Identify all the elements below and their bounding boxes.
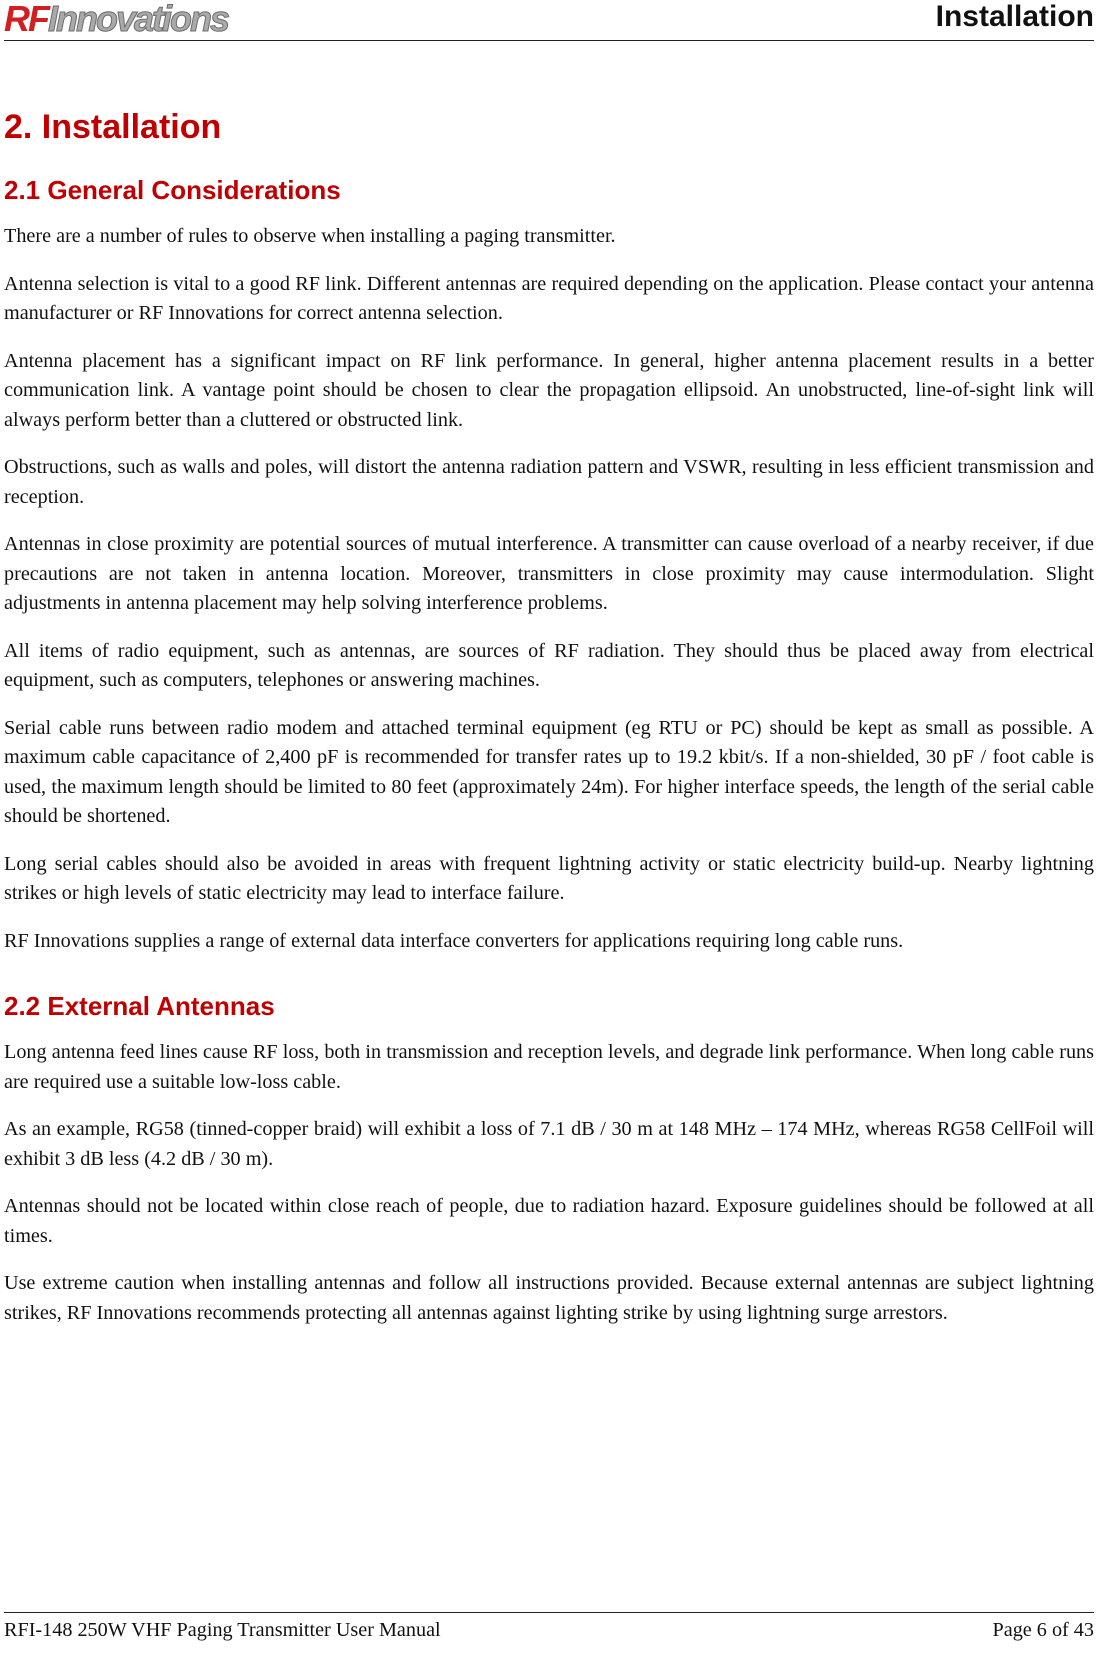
chapter-title: 2. Installation — [4, 108, 222, 146]
rf-innovations-logo — [4, 0, 228, 38]
footer-manual-title: RFI-148 250W VHF Paging Transmitter User Manual — [4, 1619, 441, 1641]
page-header — [4, 0, 1094, 41]
page-content — [4, 96, 1094, 1346]
paragraph: Serial cable runs between radio modem and attached terminal equipment (eg RTU or PC) should be kept as small as possible. A maximum cable capacitance of 2,400 pF is recommended for transfer rates up to 19.2 kbit/s. If a non-shielded, 30 pF / foot cable is used, the maximum length should be limited to 80 feet (approximately 24m). For higher interface speeds, the length of the serial cable should be shortened. — [4, 716, 1094, 827]
paragraph: Antenna placement has a significant impact on RF link performance. In general, higher antenna placement results in a better communication link. A vantage point should be chosen to clear the propagation ellipsoid. An unobstructed, line-of-sight link will always perform better than a cluttered or obstructed link. — [4, 349, 1094, 431]
logo-rf-text: RF — [4, 0, 48, 39]
paragraph: As an example, RG58 (tinned-copper braid) will exhibit a loss of 7.1 dB / 30 m at 148 MHz – 174 MHz, whereas RG58 CellFoil will exhibit 3 dB less (4.2 dB / 30 m). — [4, 1118, 1094, 1170]
paragraph: Antennas should not be located within close reach of people, due to radiation hazard. Exposure guidelines should be followed at all times. — [4, 1195, 1094, 1247]
paragraph: Long antenna feed lines cause RF loss, both in transmission and reception levels, and degrade link performance. When long cable runs are required use a suitable low-loss cable. — [4, 1041, 1094, 1093]
header-section-title: Installation — [935, 0, 1094, 33]
logo-innovations-text: Innovations — [48, 0, 229, 39]
paragraph: RF Innovations supplies a range of external data interface converters for applications requiring long cable runs. — [4, 929, 904, 952]
section-title: 2.2 External Antennas — [4, 991, 275, 1021]
section-title: 2.1 General Considerations — [4, 175, 341, 205]
paragraph: There are a number of rules to observe when installing a paging transmitter. — [4, 225, 616, 247]
footer-page-number: Page 6 of 43 — [992, 1619, 1094, 1641]
paragraph: Use extreme caution when installing antennas and follow all instructions provided. Because external antennas are subject lightning strikes, RF Innovations recommends protecting all antennas against lighting strike by using lightning surge arrestors. — [4, 1272, 1094, 1324]
paragraph: Antenna selection is vital to a good RF link. Different antennas are required depending on the application. Please contact your antenna manufacturer or RF Innovations for correct antenna selection. — [4, 272, 1094, 324]
paragraph: Obstructions, such as walls and poles, will distort the antenna radiation pattern and VSWR, resulting in less efficient transmission and reception. — [4, 456, 1094, 508]
paragraph: Long serial cables should also be avoided in areas with frequent lightning activity or static electricity build-up. Nearby lightning strikes or high levels of static electricity may lead to interface failure. — [4, 852, 1094, 904]
paragraph: All items of radio equipment, such as antennas, are sources of RF radiation. They should thus be placed away from electrical equipment, such as computers, telephones or answering machines. — [4, 639, 1094, 691]
page-footer — [4, 1612, 1094, 1641]
paragraph: Antennas in close proximity are potential sources of mutual interference. A transmitter can cause overload of a nearby receiver, if due precautions are not taken in antenna location. Moreover, transmitters in close proximity may cause intermodulation. Slight adjustments in antenna placement may help solving interference problems. — [4, 533, 1094, 614]
